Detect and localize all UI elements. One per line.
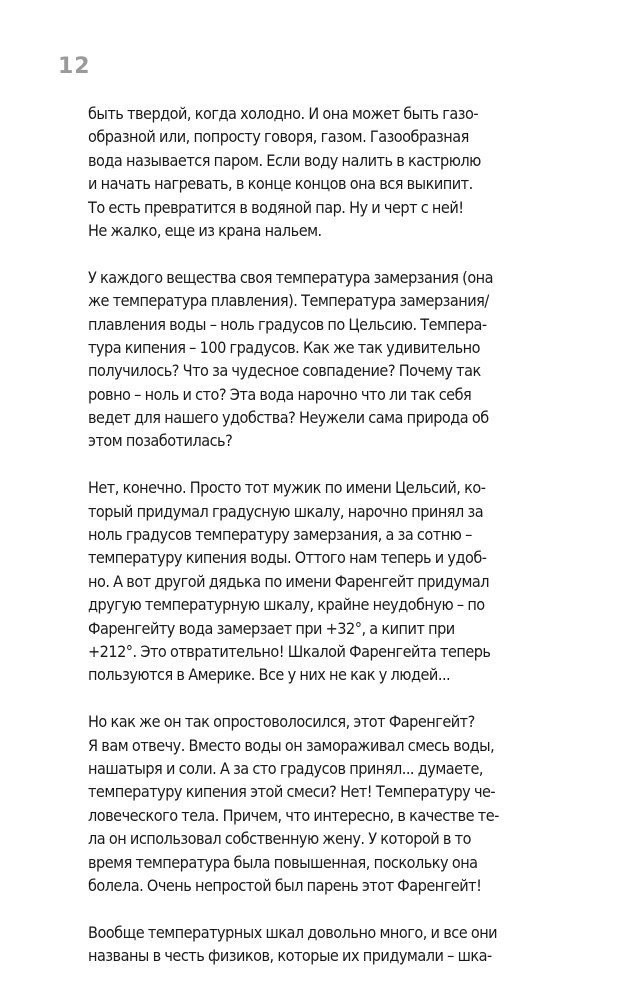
text-line: ловеческого тела. Причем, что интересно, в качестве те- xyxy=(88,806,499,825)
text-line: Я вам отвечу. Вместо воды он замораживал смесь воды, xyxy=(88,736,495,755)
paragraph xyxy=(88,103,558,243)
text-line: температуру кипения этой смеси? Нет! Температуру че- xyxy=(88,783,496,802)
page-number: 12 xyxy=(58,54,91,79)
text-line: Но как же он так опростоволосился, этот Фаренгейт? xyxy=(88,713,475,732)
paragraph xyxy=(88,477,558,688)
text-line: Фаренгейту вода замерзает при +32°, а кипит при xyxy=(88,619,455,638)
text-line: время температура была повышенная, поскольку она xyxy=(88,853,478,872)
text-line: тура кипения – 100 градусов. Как же так удивительно xyxy=(88,338,480,357)
text-line: болела. Очень непростой был парень этот Фаренгейт! xyxy=(88,876,482,895)
text-line: плавления воды – ноль градусов по Цельсию. Темпера- xyxy=(88,315,487,334)
text-line: У каждого вещества своя температура замерзания (она xyxy=(88,268,494,287)
text-line: ноль градусов температуру замерзания, а за сотню – xyxy=(88,526,472,545)
text-line: вода называется паром. Если воду налить в кастрюлю xyxy=(88,151,481,170)
text-line: же температура плавления). Температура замерзания/ xyxy=(88,292,489,311)
text-line: ровно – ноль и сто? Эта вода нарочно что ли так себя xyxy=(88,385,472,404)
text-line: образной или, попросту говоря, газом. Газообразная xyxy=(88,128,469,147)
text-line: пользуются в Америке. Все у них не как у людей... xyxy=(88,666,451,685)
text-line: +212°. Это отвратительно! Шкалой Фаренгейта теперь xyxy=(88,642,491,661)
text-line: ла он использовал собственную жену. У которой в то xyxy=(88,830,471,849)
text-line: названы в честь физиков, которые их придумали – шка- xyxy=(88,947,492,966)
body-text xyxy=(88,103,558,992)
text-line: Нет, конечно. Просто тот мужик по имени Цельсий, ко- xyxy=(88,479,486,498)
text-line: другую температурную шкалу, крайне неудобную – по xyxy=(88,596,485,615)
paragraph xyxy=(88,922,558,969)
text-line: получилось? Что за чудесное совпадение? Почему так xyxy=(88,362,481,381)
text-line: нашатыря и соли. А за сто градусов принял... думаете, xyxy=(88,759,484,778)
paragraph xyxy=(88,267,558,454)
text-line: но. А вот другой дядька по имени Фаренгейт придумал xyxy=(88,572,490,591)
text-line: То есть превратится в водяной пар. Ну и черт с ней! xyxy=(88,198,464,217)
text-line: быть твердой, когда холодно. И она может быть газо- xyxy=(88,105,479,123)
text-line: Не жалко, еще из крана нальем. xyxy=(88,221,322,240)
text-line: этом позаботилась? xyxy=(88,432,233,451)
text-line: температуру кипения воды. Оттого нам теперь и удоб- xyxy=(88,549,487,568)
text-line: торый придумал градусную шкалу, нарочно принял за xyxy=(88,502,484,521)
text-line: ведет для нашего удобства? Неужели сама природа об xyxy=(88,409,489,428)
text-line: Вообще температурных шкал довольно много, и все они xyxy=(88,923,498,942)
text-line: и начать нагревать, в конце концов она вся выкипит. xyxy=(88,175,473,194)
paragraph xyxy=(88,711,558,898)
